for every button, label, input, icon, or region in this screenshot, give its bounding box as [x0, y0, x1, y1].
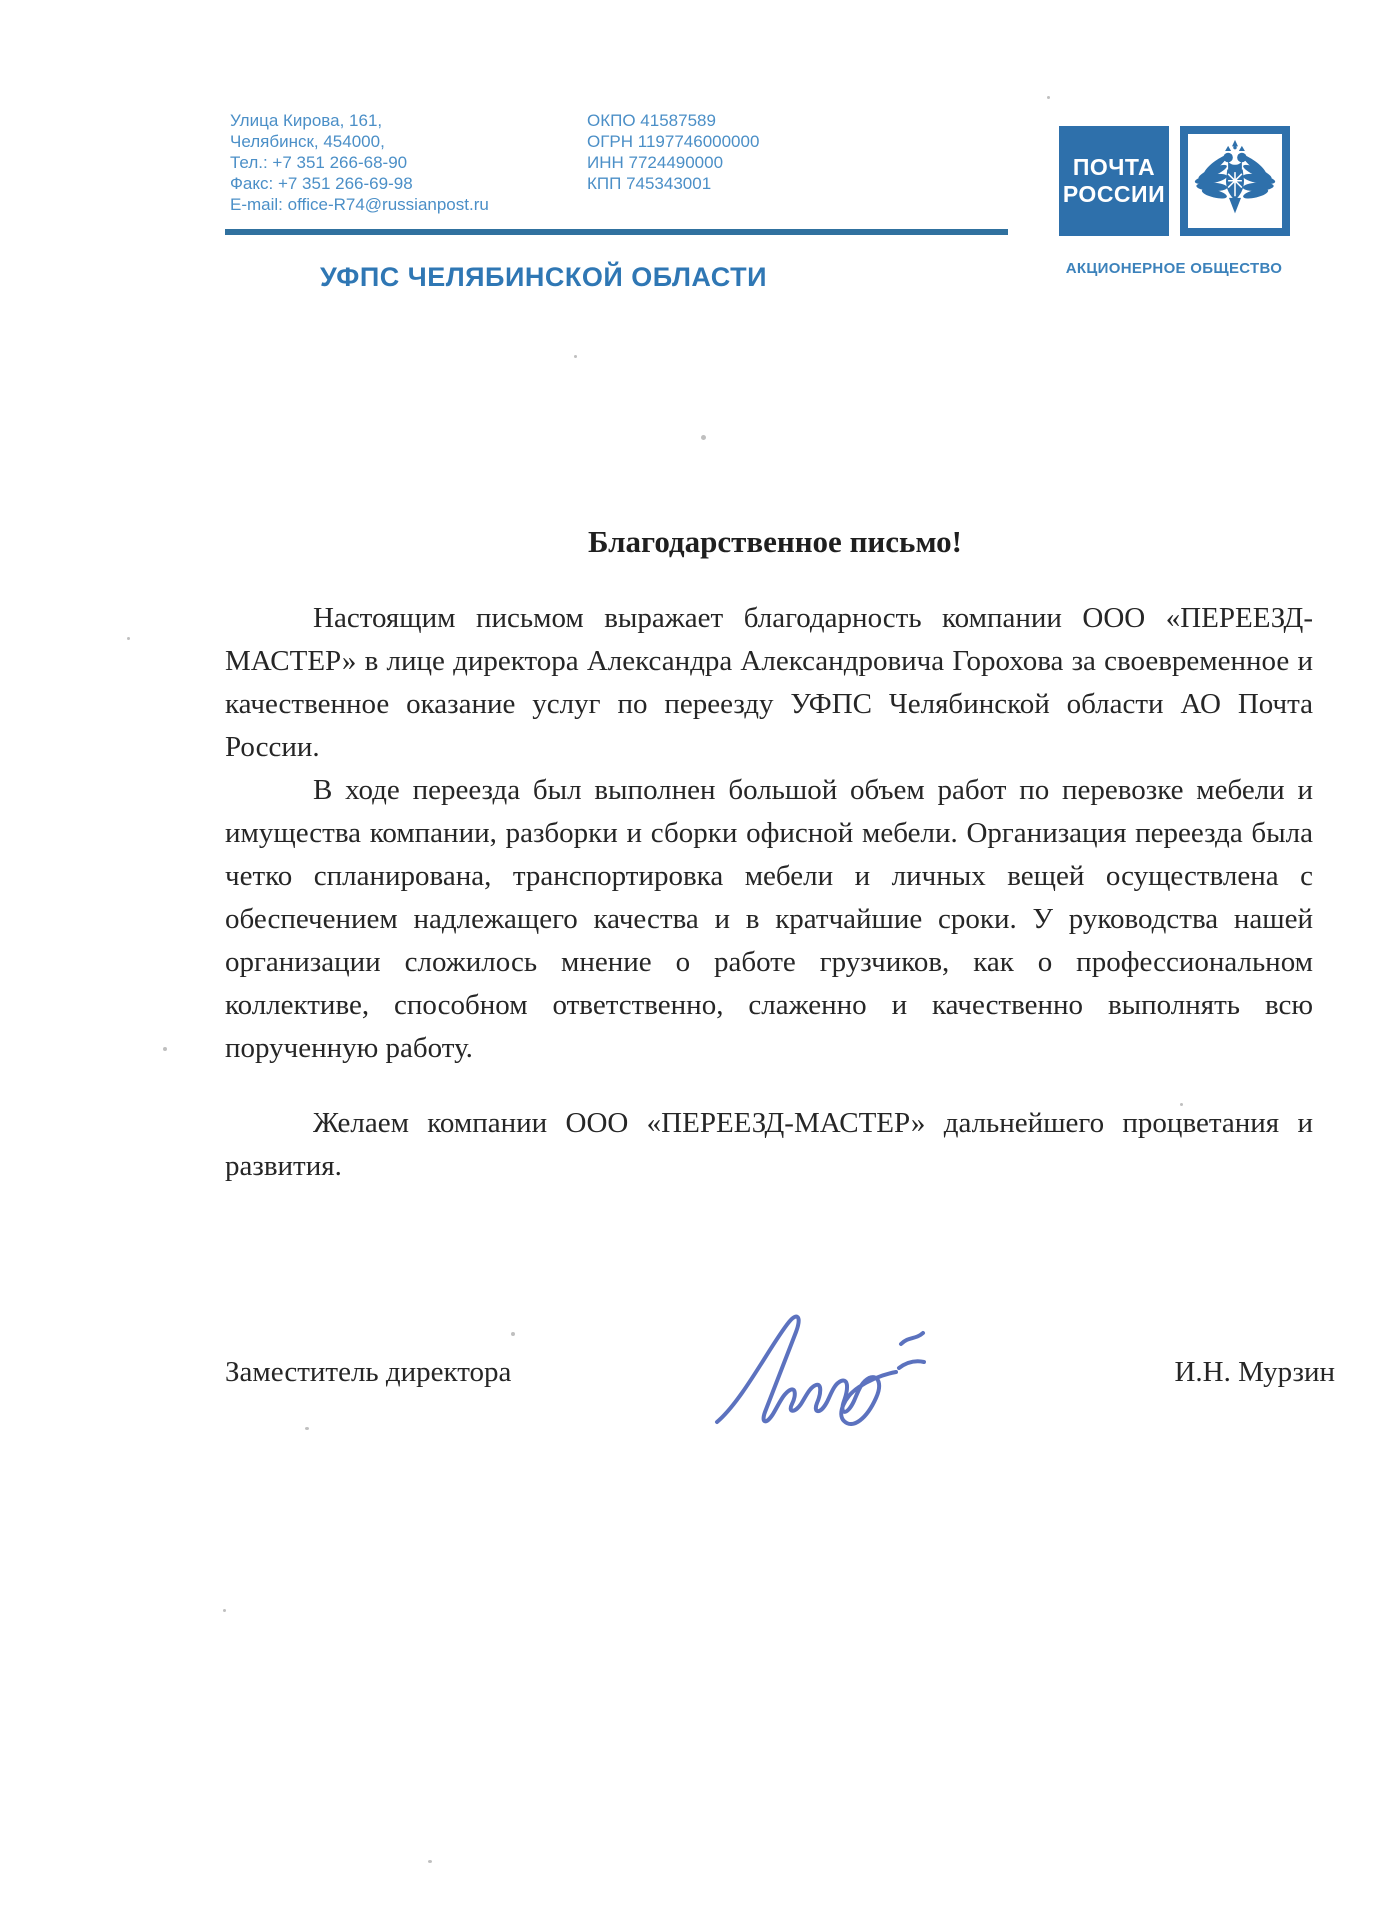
- signature-row: [225, 1356, 1335, 1400]
- letter-title: Благодарственное письмо!: [588, 524, 962, 559]
- department-title: УФПС ЧЕЛЯБИНСКОЙ ОБЛАСТИ: [320, 262, 767, 292]
- double-headed-eagle-icon: [1192, 136, 1278, 227]
- logo-wordmark: [1059, 126, 1169, 236]
- okpo-line: ОКПО 41587589: [587, 111, 716, 130]
- kpp-line: КПП 745343001: [587, 174, 712, 193]
- scan-speck: [223, 1609, 226, 1612]
- handwritten-signature: [703, 1304, 973, 1454]
- fax-line: Факс: +7 351 266-69-98: [230, 174, 413, 193]
- ogrn-line: ОГРН 1197746000000: [587, 132, 760, 151]
- sender-address-block: [230, 110, 489, 215]
- letter-paragraph: Настоящим письмом выражает благодарность компании ООО «ПЕРЕЕЗД-МАСТЕР» в лице директора Александра Александровича Горохова за своевременное и качественное оказание услуг по переезду УФПС Челябинской области АО Почта России.: [225, 602, 1313, 763]
- scan-speck: [428, 1860, 432, 1863]
- scan-speck: [1047, 96, 1050, 99]
- address-line: Улица Кирова, 161,: [230, 111, 383, 130]
- header-divider: [225, 229, 1008, 235]
- signer-position: Заместитель директора: [225, 1356, 512, 1388]
- logo-word-top: ПОЧТА: [1072, 154, 1156, 180]
- scan-speck: [1180, 1103, 1183, 1106]
- inn-line: ИНН 7724490000: [587, 153, 724, 172]
- letter-body: [225, 597, 1313, 1188]
- email-line: E-mail: office-R74@russianpost.ru: [230, 195, 489, 214]
- signer-name: И.Н. Мурзин: [1174, 1356, 1335, 1388]
- scan-speck: [127, 637, 130, 640]
- logo-emblem-frame: [1180, 126, 1290, 236]
- scan-speck: [163, 1047, 167, 1051]
- scan-speck: [574, 355, 577, 358]
- phone-line: Тел.: +7 351 266-68-90: [230, 153, 408, 172]
- registration-codes-block: [587, 110, 759, 194]
- logo-word-bottom: РОССИИ: [1062, 181, 1166, 207]
- logo-subtitle: АКЦИОНЕРНОЕ ОБЩЕСТВО: [1065, 260, 1283, 277]
- letter-paragraph: В ходе переезда был выполнен большой объем работ по перевозке мебели и имущества компании, разборки и сборки офисной мебели. Организация переезда была четко спланирована, транспортировка мебели и личных вещей осуществлена с обеспечением надлежащего качества и в кратчайшие сроки. У руководства нашей организации сложилось мнение о работе грузчиков, как о профессиональном коллективе, способном ответственно, слаженно и качественно выполнять всю порученную работу.: [225, 774, 1313, 1064]
- russian-post-logo: [1059, 126, 1290, 236]
- letter-paragraph: Желаем компании ООО «ПЕРЕЕЗД-МАСТЕР» дальнейшего процветания и развития.: [225, 1107, 1313, 1182]
- address-line: Челябинск, 454000,: [230, 132, 385, 151]
- scan-speck: [305, 1427, 309, 1430]
- scan-speck: [701, 435, 706, 440]
- scan-speck: [511, 1332, 515, 1336]
